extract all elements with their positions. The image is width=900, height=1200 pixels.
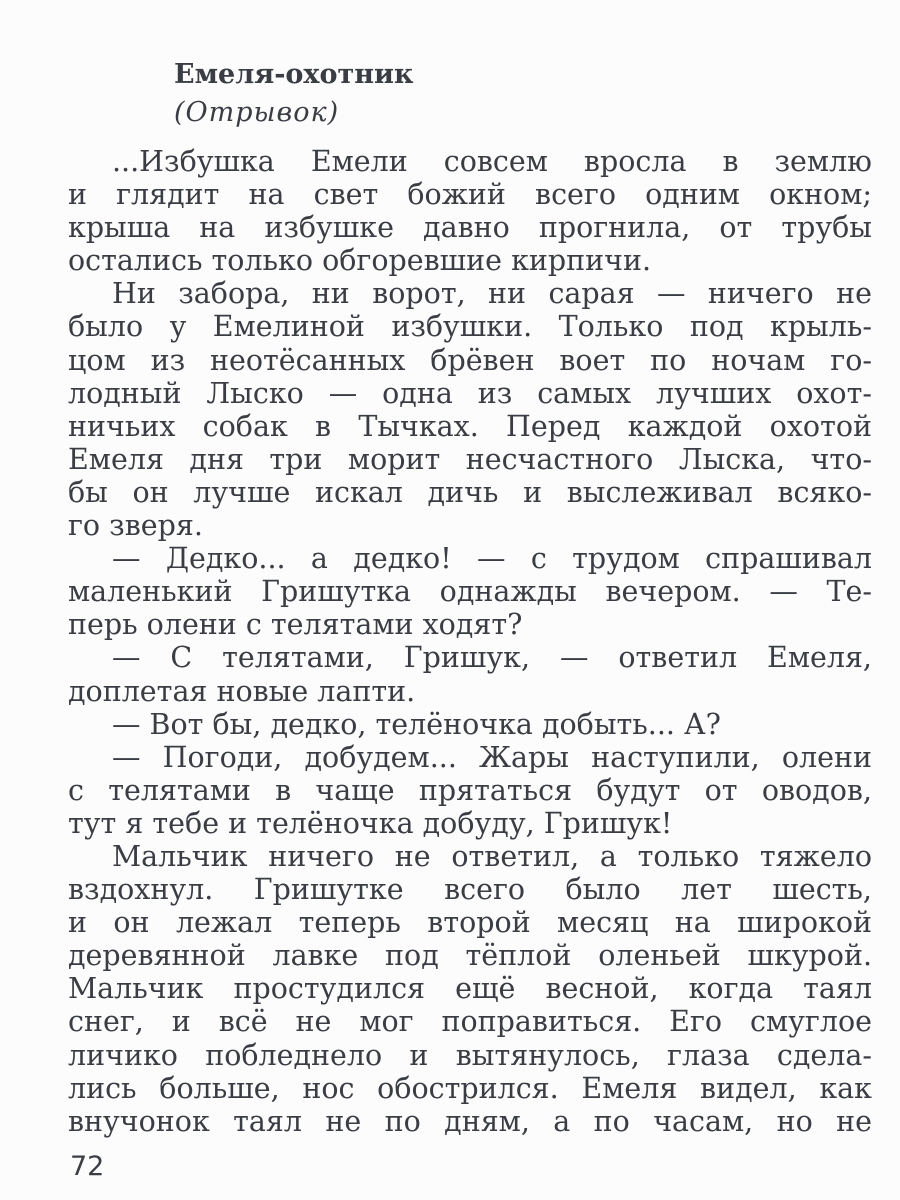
text-line: остались только обгоревшие кирпичи. [68,244,652,278]
page-number: 72 [70,1151,105,1182]
text-line: — Погоди, добудем... Жары наступили, олени [112,740,872,774]
text-line: внучонок таял не по дням, а по часам, но не [68,1104,872,1138]
text-line: лись больше, нос обострился. Емеля видел, как [68,1071,872,1105]
story-title: Емеля-охотник [174,59,414,90]
text-line: снег, и всё не мог поправиться. Его смуглое [68,1005,872,1039]
text-line: ничьих собак в Тычках. Перед каждой охотой [68,409,872,443]
text-line: го зверя. [68,509,203,543]
story-text [68,145,872,1138]
text-line: тут я тебе и телёночка добуду, Гришук! [68,806,673,840]
text-line: Емеля дня три морит несчастного Лыска, что- [68,442,872,476]
text-line: — Вот бы, дедко, телёночка добыть... А? [112,707,721,741]
text-line: Мальчик простудился ещё весной, когда таял [68,972,872,1006]
text-line: бы он лучше искал дичь и выслеживал всяко- [68,475,872,509]
text-line: цом из неотёсанных брёвен воет по ночам го- [68,343,872,377]
text-line: Ни забора, ни ворот, ни сарая — ничего не [112,277,872,311]
text-line: Мальчик ничего не ответил, а только тяжело [112,839,872,873]
text-line: деревянной лавке под тёплой оленьей шкурой. [68,939,872,973]
text-line: и глядит на свет божий всего одним окном; [68,178,872,212]
story-subtitle: (Отрывок) [174,97,340,128]
text-line: крыша на избушке давно прогнила, от трубы [68,211,872,245]
text-line: маленький Гришутка однажды вечером. — Те- [68,575,872,609]
text-line: с телятами в чаще прятаться будут от оводов, [68,773,872,807]
text-line: личико побледнело и вытянулось, глаза сдела- [68,1038,872,1072]
text-line: доплетая новые лапти. [68,674,416,708]
text-line: и он лежал теперь второй месяц на широкой [68,906,872,940]
text-line: лодный Лыско — одна из самых лучших охот- [68,376,872,410]
text-line: было у Емелиной избушки. Только под крыль- [68,310,872,344]
text-line: перь олени с телятами ходят? [68,608,523,642]
text-line: — С телятами, Гришук, — ответил Емеля, [112,641,872,675]
text-line: ...Избушка Емели совсем вросла в землю [112,145,872,178]
text-line: вздохнул. Гришутке всего было лет шесть, [68,873,872,907]
text-line: — Дедко... а дедко! — с трудом спрашивал [112,542,872,576]
